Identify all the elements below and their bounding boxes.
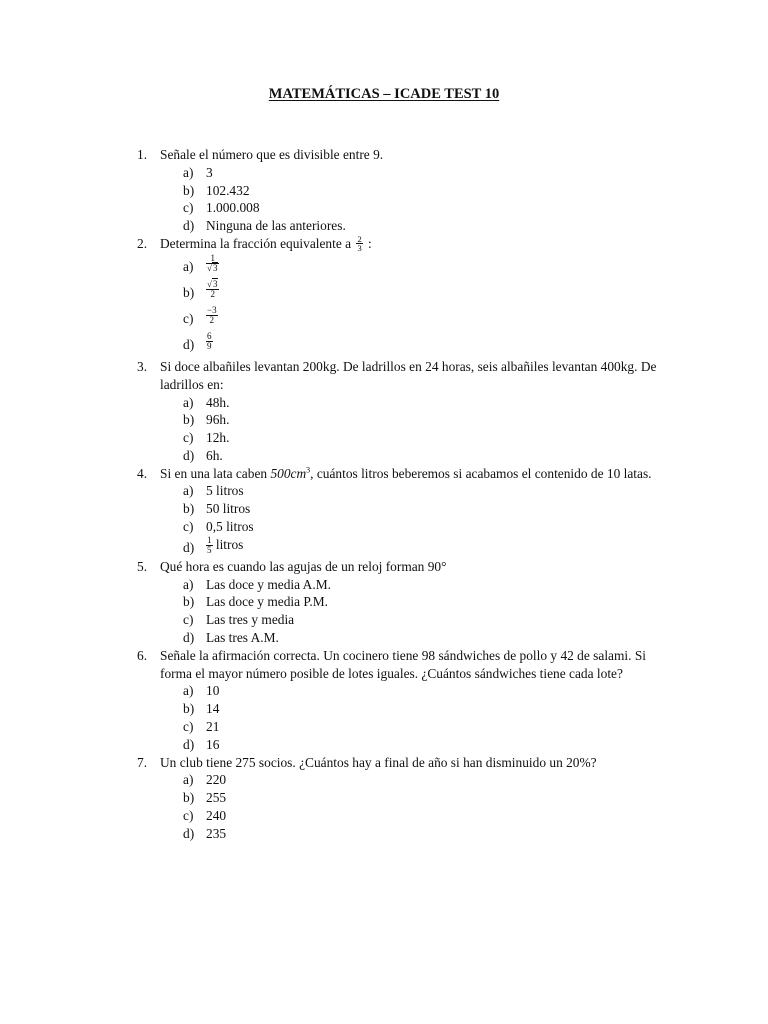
option-b [160, 182, 657, 200]
option-c [160, 718, 657, 736]
option-b [160, 500, 657, 518]
question-number: 4. [137, 465, 148, 481]
question-text: Un club tiene 275 socios. ¿Cuántos hay a final de año si han disminuido un 20%? [160, 754, 597, 770]
option-text: 255 [206, 790, 227, 806]
page-title [0, 86, 768, 104]
fraction-denominator: 5 [207, 545, 212, 556]
question-text: Señale la afirmación correcta. Un cocinero tiene 98 sándwiches de pollo y 42 de salami. Si forma el mayor número posible de lotes iguales. ¿Cuántos sándwiches tiene cada lote? [160, 647, 646, 681]
option-letter: b) [183, 790, 195, 806]
fraction-numerator: 2 [357, 233, 362, 244]
question-text [160, 235, 657, 254]
option-letter: c) [183, 612, 194, 628]
option-c [160, 429, 657, 447]
question-3 [137, 358, 657, 465]
question-6 [137, 647, 657, 754]
option-d [160, 629, 657, 647]
option-letter: a) [183, 164, 194, 180]
option-text: 235 [206, 825, 227, 841]
option-d [160, 825, 657, 843]
fraction-numerator: −3 [207, 305, 217, 316]
option-b [160, 789, 657, 807]
option-b [160, 700, 657, 718]
option-letter: c) [183, 808, 194, 824]
option-b [160, 280, 657, 306]
option-letter: c) [183, 519, 194, 535]
question-number: 1. [137, 147, 148, 162]
option-text: 102.432 [206, 182, 250, 198]
question-number: 3. [137, 358, 148, 374]
fraction [206, 280, 219, 299]
option-d [160, 332, 657, 358]
option-a [160, 482, 657, 500]
fraction [206, 332, 213, 351]
fraction [206, 306, 218, 325]
question-7 [137, 754, 657, 843]
option-d [160, 217, 657, 235]
option-letter: a) [183, 683, 194, 699]
radicand: 3 [212, 263, 218, 274]
option-letter: d) [183, 218, 195, 234]
option-text: Las doce y media A.M. [206, 576, 331, 592]
question-2 [137, 235, 657, 358]
option-letter: c) [183, 310, 194, 326]
option-text: 50 litros [206, 501, 251, 517]
question-text-suffix: : [364, 235, 372, 251]
option-a [160, 771, 657, 789]
option-letter: c) [183, 200, 194, 216]
option-letter: b) [183, 182, 195, 198]
option-letter: d) [183, 336, 195, 352]
fraction-denominator: 2 [210, 289, 215, 300]
math-expression: 500cm [270, 465, 307, 481]
option-text: 21 [206, 719, 220, 735]
fraction [206, 536, 213, 555]
option-letter: b) [183, 501, 195, 517]
question-1 [137, 146, 657, 235]
option-text: 96h. [206, 412, 230, 428]
question-text-main: Determina la fracción equivalente a [160, 235, 352, 251]
option-text: Las tres y media [206, 612, 295, 628]
fraction-numerator: 6 [207, 331, 212, 342]
option-letter: d) [183, 736, 195, 752]
option-c [160, 611, 657, 629]
option-letter: b) [183, 412, 195, 428]
option-text: 16 [206, 736, 220, 752]
option-b [160, 411, 657, 429]
question-number: 2. [137, 235, 148, 251]
option-text: 240 [206, 808, 227, 824]
option-d [160, 447, 657, 465]
option-c [160, 306, 657, 332]
option-text: 10 [206, 683, 220, 699]
option-a [160, 576, 657, 594]
option-b [160, 593, 657, 611]
question-number: 7. [137, 754, 148, 770]
question-5 [137, 558, 657, 647]
radicand: 3 [212, 279, 218, 290]
option-text: litros [215, 536, 244, 552]
option-c [160, 518, 657, 536]
option-text: 48h. [206, 394, 230, 410]
option-letter: c) [183, 430, 194, 446]
option-a [160, 394, 657, 412]
fraction-denominator [206, 264, 219, 273]
option-text: 0,5 litros [206, 519, 254, 535]
option-letter: b) [183, 701, 195, 717]
question-text-prefix: Si en una lata caben [160, 465, 271, 481]
option-d [160, 536, 657, 558]
title-text: MATEMÁTICAS – ICADE TEST 10 [268, 86, 500, 102]
option-text: 1.000.008 [206, 200, 260, 216]
option-a [160, 164, 657, 182]
square-root: √3 [207, 279, 218, 290]
option-d [160, 736, 657, 754]
option-letter: a) [183, 576, 194, 592]
option-letter: b) [183, 284, 195, 300]
option-letter: c) [183, 719, 194, 735]
option-letter: b) [183, 594, 195, 610]
option-c [160, 807, 657, 825]
question-number: 5. [137, 558, 148, 574]
fraction-numerator: 1 [206, 254, 219, 264]
question-text: Señale el número que es divisible entre 9. [160, 147, 384, 162]
fraction-denominator: 2 [209, 315, 215, 326]
option-text: 12h. [206, 430, 230, 446]
option-letter: a) [183, 394, 194, 410]
option-text: 220 [206, 772, 227, 788]
option-text: 5 litros [206, 483, 244, 499]
option-a [160, 682, 657, 700]
option-letter: d) [183, 447, 195, 463]
question-text [160, 465, 657, 483]
fraction [356, 235, 362, 253]
math-exponent: 3 [306, 465, 311, 475]
fraction-denominator: 9 [207, 341, 212, 352]
option-text: Ninguna de las anteriores. [206, 218, 346, 234]
fraction-denominator: 3 [357, 243, 362, 254]
option-letter: a) [183, 772, 194, 788]
option-letter: d) [183, 825, 195, 841]
question-list [137, 146, 657, 843]
fraction-numerator: 1 [207, 535, 212, 546]
question-text: Qué hora es cuando las agujas de un reloj forman 90° [160, 558, 447, 574]
square-root: √3 [207, 263, 218, 274]
question-text: Si doce albañiles levantan 200kg. De ladrillos en 24 horas, seis albañiles levantan 400kg. De ladrillos en: [160, 358, 657, 392]
option-c [160, 199, 657, 217]
option-text: Las tres A.M. [206, 630, 279, 646]
fraction [206, 254, 219, 273]
option-text: 14 [206, 701, 220, 717]
option-text: 3 [206, 164, 213, 180]
option-letter: a) [183, 258, 194, 274]
question-number: 6. [137, 647, 148, 663]
option-letter: d) [183, 539, 195, 555]
question-text-suffix: , cuántos litros beberemos si acabamos el contenido de 10 latas. [310, 465, 652, 481]
option-a [160, 254, 657, 280]
option-letter: a) [183, 483, 194, 499]
option-text: 6h. [206, 447, 223, 463]
option-letter: d) [183, 630, 195, 646]
option-text: Las doce y media P.M. [206, 594, 328, 610]
question-4 [137, 465, 657, 558]
